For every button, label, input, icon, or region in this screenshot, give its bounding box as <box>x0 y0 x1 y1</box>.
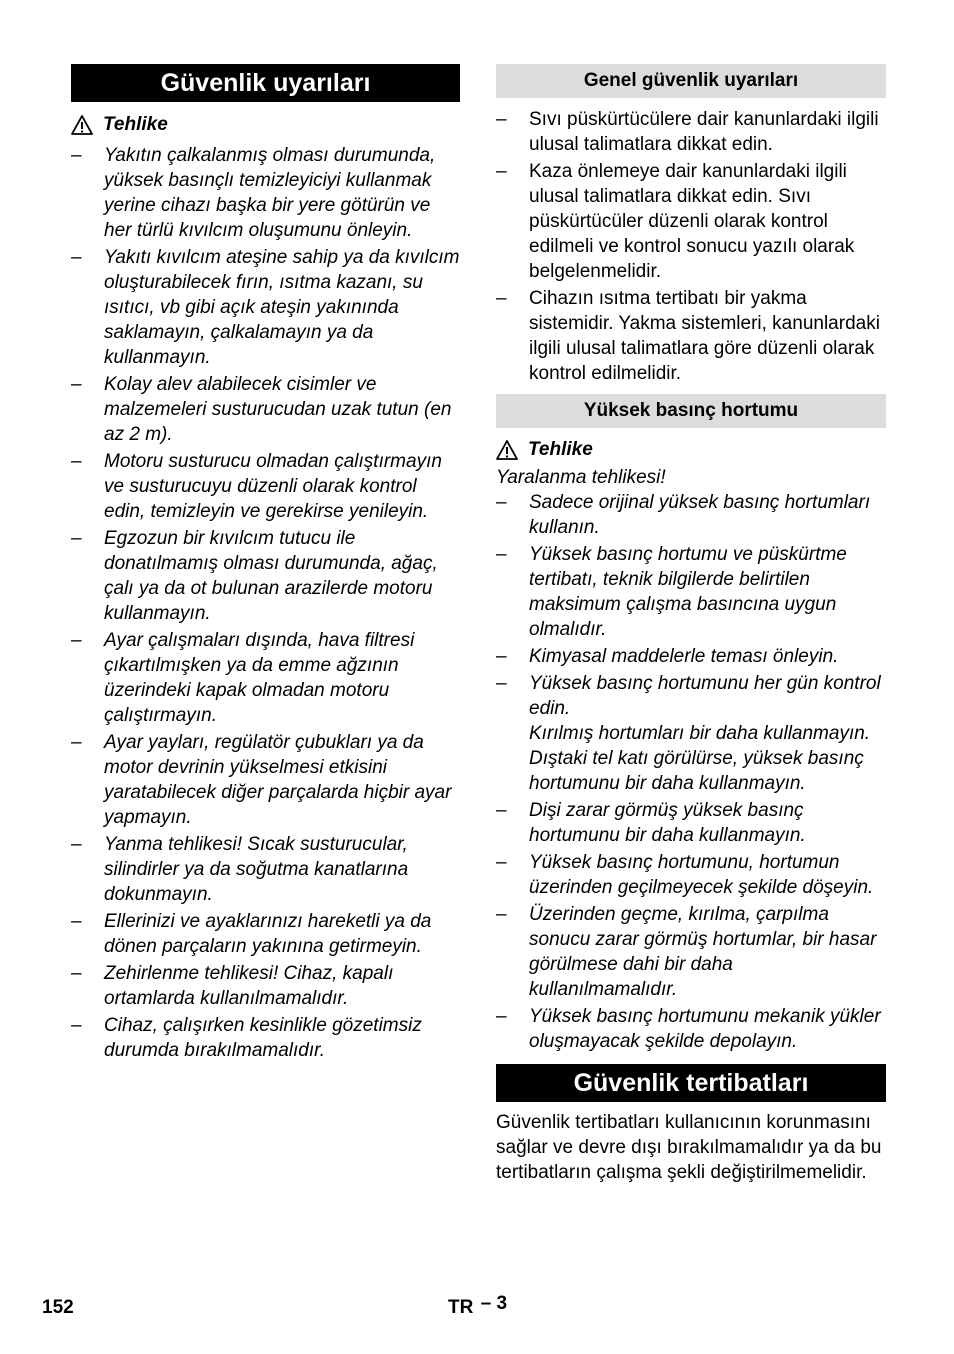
dash-bullet: – <box>71 528 82 549</box>
dash-bullet: – <box>496 492 507 513</box>
list-item-text: Egzozun bir kıvılcım tutucu ile donatılmamış olması durumunda, ağaç, çalı ya da ot bulunan arazilerde motoru kullanmayın. <box>104 528 438 624</box>
list-item-text: Yüksek basınç hortumunu, hortumun üzerinden geçilmeyecek şekilde döşeyin. <box>529 852 874 898</box>
dash-bullet: – <box>71 834 82 855</box>
dash-bullet: – <box>496 852 507 873</box>
list-item-text: Kolay alev alabilecek cisimler ve malzemeleri susturucudan uzak tutun (en az 2 m). <box>104 374 452 445</box>
warning-triangle-icon <box>496 440 518 460</box>
list-item <box>71 832 460 907</box>
general-safety-list <box>496 107 886 386</box>
danger-label-text: Tehlike <box>528 439 593 460</box>
danger-label <box>71 112 460 137</box>
danger-list <box>71 143 460 1063</box>
language-page-label <box>448 1293 508 1319</box>
dash-bullet: – <box>496 1006 507 1027</box>
list-item <box>71 909 460 959</box>
list-item-text: Cihazın ısıtma tertibatı bir yakma sistemidir. Yakma sistemleri, kanunlardaki ilgili ulusal talimatlara göre düzenli olarak kontrol edilmelidir. <box>529 288 880 384</box>
list-item <box>71 449 460 524</box>
list-item-text: Zehirlenme tehlikesi! Cihaz, kapalı ortamlarda kullanılmamalıdır. <box>104 963 394 1009</box>
list-item-text: Yanma tehlikesi! Sıcak susturucular, silindirler ya da soğutma kanatlarına dokunmayın. <box>104 834 409 905</box>
language-code: TR <box>448 1297 474 1318</box>
general-safety-heading: Genel güvenlik uyarıları <box>496 64 886 98</box>
safety-warnings-heading: Güvenlik uyarıları <box>71 64 460 102</box>
list-item <box>71 372 460 447</box>
list-item <box>496 286 886 386</box>
dash-bullet: – <box>71 630 82 651</box>
list-item-text: Yüksek basınç hortumunu her gün kontrol edin. <box>529 673 881 719</box>
dash-bullet: – <box>71 911 82 932</box>
list-item <box>496 644 886 669</box>
list-item-text: Yüksek basınç hortumunu mekanik yükler oluşmayacak şekilde depolayın. <box>529 1006 881 1052</box>
list-item-text: Kimyasal maddelerle teması önleyin. <box>529 646 839 667</box>
dash-bullet: – <box>496 109 507 130</box>
list-item-text: Yakıtın çalkalanmış olması durumunda, yüksek basınçlı temizleyiciyi kullanmak yerine cihazı başka bir yere götürün ve her türlü kıvılcım oluşumunu önleyin. <box>104 145 436 241</box>
list-item <box>71 526 460 626</box>
dash-bullet: – <box>71 1015 82 1036</box>
list-item <box>71 961 460 1011</box>
list-item-text: Ayar çalışmaları dışında, hava filtresi çıkartılmışken ya da emme ağzının üzerindeki kapak olmadan motoru çalıştırmayın. <box>104 630 415 726</box>
safety-devices-heading: Güvenlik tertibatları <box>496 1064 886 1102</box>
list-item <box>496 159 886 284</box>
left-column <box>71 64 460 1065</box>
list-item <box>71 1013 460 1063</box>
list-item <box>496 107 886 157</box>
list-item-subtext: Kırılmış hortumları bir daha kullanmayın. <box>529 723 871 744</box>
hose-danger-list <box>496 490 886 1054</box>
list-item-text: Üzerinden geçme, kırılma, çarpılma sonucu zarar görmüş hortumlar, bir hasar görülmese dahi bir daha kullanılmamalıdır. <box>529 904 877 1000</box>
dash-bullet: – <box>71 732 82 753</box>
dash-bullet: – <box>71 145 82 166</box>
danger-label <box>496 437 886 462</box>
list-item-subtext: Dıştaki tel katı görülürse, yüksek basınç hortumunu bir daha kullanmayın. <box>529 748 864 794</box>
list-item-text: Yüksek basınç hortumu ve püskürtme tertibatı, teknik bilgilerde belirtilen maksimum çalışma basıncına uygun olmalıdır. <box>529 544 847 640</box>
list-item <box>71 245 460 370</box>
list-item <box>496 490 886 540</box>
list-item <box>496 798 886 848</box>
list-item <box>496 850 886 900</box>
list-item <box>496 671 886 796</box>
dash-bullet: – <box>71 374 82 395</box>
list-item <box>71 628 460 728</box>
safety-devices-text: Güvenlik tertibatları kullanıcının korunmasını sağlar ve devre dışı bırakılmamalıdır ya da bu tertibatların çalışma şekli değiştirilmemelidir. <box>496 1112 882 1183</box>
list-item-text: Sadece orijinal yüksek basınç hortumları kullanın. <box>529 492 871 538</box>
list-item-text: Cihaz, çalışırken kesinlikle gözetimsiz durumda bırakılmamalıdır. <box>104 1015 422 1061</box>
right-column <box>496 64 886 1185</box>
list-item-text: Ellerinizi ve ayaklarınızı hareketli ya da dönen parçaların yakınına getirmeyin. <box>104 911 432 957</box>
list-item-text: Dişi zarar görmüş yüksek basınç hortumunu bir daha kullanmayın. <box>529 800 806 846</box>
list-item-text: Ayar yayları, regülatör çubukları ya da motor devrinin yükselmesi etkisini yaratabilecek diğer parçalarda hiçbir ayar yapmayın. <box>104 732 452 828</box>
list-item <box>71 143 460 243</box>
dash-bullet: – <box>71 451 82 472</box>
dash-bullet: – <box>496 904 507 925</box>
danger-label-text: Tehlike <box>103 114 168 135</box>
page-number: 152 <box>42 1297 74 1318</box>
list-item <box>496 542 886 642</box>
list-item <box>496 1004 886 1054</box>
warning-triangle-icon <box>71 115 93 135</box>
list-item <box>71 730 460 830</box>
high-pressure-hose-heading: Yüksek basınç hortumu <box>496 394 886 428</box>
section-page-number: – 3 <box>480 1293 508 1314</box>
dash-bullet: – <box>71 963 82 984</box>
list-item-text: Sıvı püskürtücülere dair kanunlardaki ilgili ulusal talimatlara dikkat edin. <box>529 109 879 155</box>
list-item-text: Kaza önlemeye dair kanunlardaki ilgili ulusal talimatlara dikkat edin. Sıvı püskürtücüler düzenli olarak kontrol edilmeli ve kontrol sonucu yazılı olarak belgelenmelidir. <box>529 161 855 282</box>
dash-bullet: – <box>71 247 82 268</box>
dash-bullet: – <box>496 800 507 821</box>
injury-hazard-intro: Yaralanma tehlikesi! <box>496 467 666 488</box>
list-item-text: Yakıtı kıvılcım ateşine sahip ya da kıvılcım oluşturabilecek fırın, ısıtma kazanı, su ısıtıcı, vb gibi açık ateşin yakınında saklamayın, çalkalamayın ya da kullanmayın. <box>104 247 460 368</box>
dash-bullet: – <box>496 288 507 309</box>
list-item <box>496 902 886 1002</box>
dash-bullet: – <box>496 646 507 667</box>
dash-bullet: – <box>496 673 507 694</box>
dash-bullet: – <box>496 544 507 565</box>
list-item-text: Motoru susturucu olmadan çalıştırmayın ve susturucuyu düzenli olarak kontrol edin, temizleyin ve gerekirse yenileyin. <box>104 451 442 522</box>
dash-bullet: – <box>496 161 507 182</box>
